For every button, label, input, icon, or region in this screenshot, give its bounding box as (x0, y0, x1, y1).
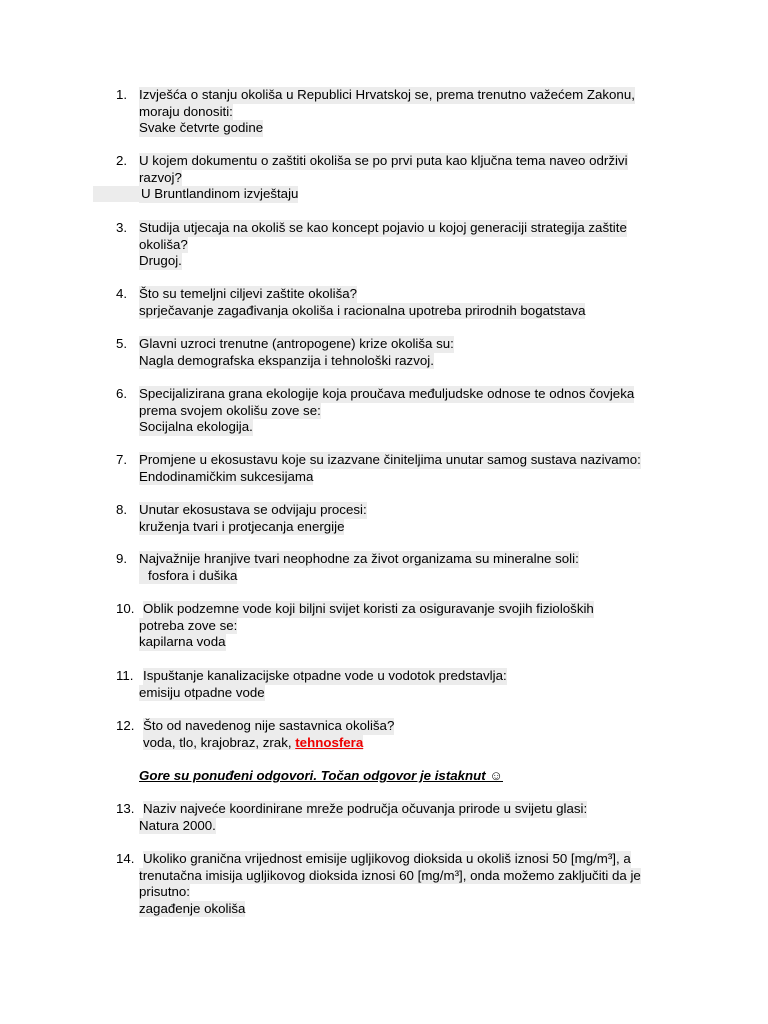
question-text-line: Izvješća o stanju okoliša u Republici Hrvatskoj se, prema trenutno važećem Zakonu, (139, 87, 635, 102)
question-text-line: Oblik podzemne vode koji biljni svijet koristi za osiguravanje svojih fizioloških (143, 601, 594, 616)
question-text-line: razvoj? (139, 169, 182, 185)
answer-text: Drugoj. (139, 253, 182, 269)
question-text-line: Što od navedenog nije sastavnica okoliša? (143, 718, 395, 733)
question-number: 5. (116, 336, 128, 351)
question-number: 12. (116, 718, 135, 733)
question-number: 13. (116, 801, 135, 816)
answer-text: kapilarna voda (139, 634, 226, 650)
question-number: 14. (116, 851, 135, 866)
question-number: 2. (116, 153, 128, 168)
highlight-strip (93, 186, 139, 202)
question-text-line: prema svojem okolišu zove se: (139, 402, 321, 418)
question-number: 9. (116, 551, 128, 566)
question-text-line: Specijalizirana grana ekologije koja proučava međuljudske odnose te odnos čovjeka (139, 386, 635, 401)
question-text-line: Ukoliko granična vrijednost emisije ugljikovog dioksida u okoliš iznosi 50 [mg/m³], a (143, 851, 631, 866)
question-text-line: moraju donositi: (139, 103, 233, 119)
answer-text: U Bruntlandinom izvještaju (141, 186, 299, 202)
question-text-line: Naziv najveće koordinirane mreže područja očuvanja prirode u svijetu glasi: (143, 801, 588, 816)
question-number: 4. (116, 286, 128, 301)
answer-text: kruženja tvari i protjecanja energije (139, 518, 345, 534)
question-text-line: Što su temeljni ciljevi zaštite okoliša? (139, 286, 358, 301)
question-text-line: Glavni uzroci trenutne (antropogene) krize okoliša su: (139, 336, 454, 351)
question-number: 8. (116, 502, 128, 517)
answers-note: Gore su ponuđeni odgovori. Točan odgovor je istaknut ☺ (139, 768, 503, 783)
question-text-line: prisutno: (139, 884, 190, 900)
question-text-line: U kojem dokumentu o zaštiti okoliša se po prvi puta kao ključna tema naveo održivi (139, 153, 628, 168)
question-text-line: trenutačna imisija ugljikovog dioksida iznosi 60 [mg/m³], onda možemo zaključiti da je (139, 867, 641, 883)
answer-line (143, 735, 363, 752)
question-text-line: potreba zove se: (139, 617, 238, 633)
question-number: 3. (116, 220, 128, 235)
question-text-line: Najvažnije hranjive tvari neophodne za život organizama su mineralne soli: (139, 551, 579, 566)
question-number: 10. (116, 601, 135, 616)
answer-text: fosfora i dušika (139, 568, 237, 585)
answer-text: Endodinamičkim sukcesijama (139, 468, 314, 484)
question-number: 6. (116, 386, 128, 401)
question-number: 11. (116, 668, 134, 683)
question-text-line: Studija utjecaja na okoliš se kao koncept pojavio u kojoj generaciji strategija zaštite (139, 220, 627, 235)
answer-text: zagađenje okoliša (139, 900, 246, 916)
question-number: 1. (116, 87, 128, 102)
correct-answer-text: tehnosfera (295, 734, 364, 750)
answer-text: Svake četvrte godine (139, 120, 264, 136)
question-text-line: okoliša? (139, 236, 188, 252)
question-text-line: Unutar ekosustava se odvijaju procesi: (139, 502, 367, 517)
answer-text: emisiju otpadne vode (139, 684, 265, 700)
answer-text: Natura 2000. (139, 817, 216, 833)
answer-text: sprječavanje zagađivanja okoliša i racionalna upotreba prirodnih bogatstava (139, 302, 586, 318)
question-text-line: Ispuštanje kanalizacijske otpadne vode u vodotok predstavlja: (143, 668, 507, 683)
question-number: 7. (116, 452, 128, 467)
answer-options-text: voda, tlo, krajobraz, zrak, (143, 734, 296, 750)
answer-text: Socijalna ekologija. (139, 419, 253, 435)
question-text-line: Promjene u ekosustavu koje su izazvane činiteljima unutar samog sustava nazivamo: (139, 452, 641, 467)
answer-text: Nagla demografska ekspanzija i tehnološki razvoj. (139, 352, 434, 368)
